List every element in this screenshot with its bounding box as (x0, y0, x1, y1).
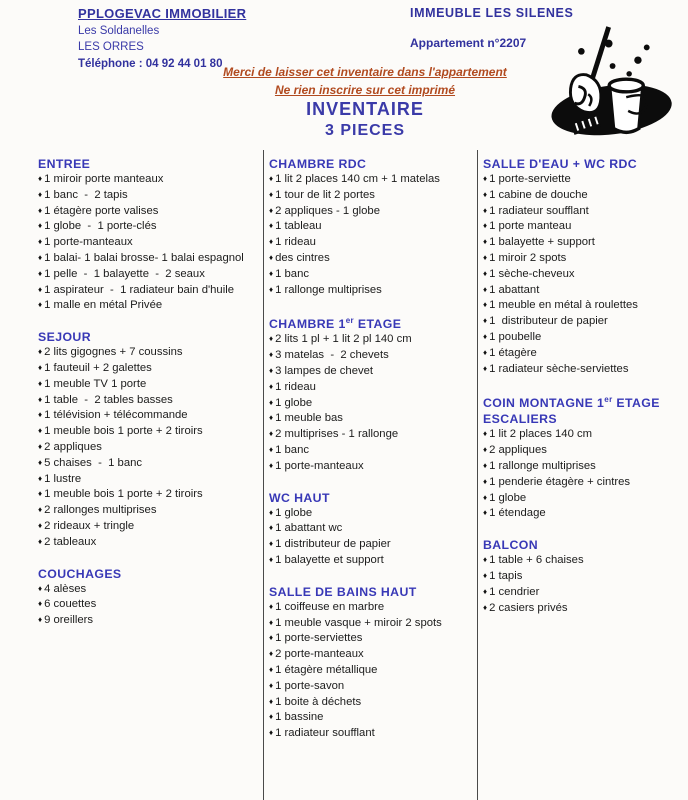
bullet-icon: ♦ (269, 523, 274, 533)
item-text: 9 oreillers (44, 614, 94, 627)
inventory-item (483, 427, 688, 443)
bullet-icon: ♦ (483, 429, 488, 439)
item-text: 1 globe (275, 506, 313, 519)
document-title-block (130, 98, 600, 142)
item-text: 1 balayette et support (275, 554, 384, 567)
item-text: 1 bassine (275, 711, 324, 724)
bullet-icon: ♦ (269, 507, 274, 517)
inventory-item (38, 487, 263, 503)
item-text: 1 boite à déchets (275, 695, 362, 708)
inventory-item (269, 710, 477, 726)
bullet-icon: ♦ (38, 583, 43, 593)
bullet-icon: ♦ (269, 460, 274, 470)
section-title: SALLE DE BAINS HAUT (269, 584, 417, 599)
section-title: COUCHAGES (38, 566, 122, 581)
item-text: 1 distributeur de papier (275, 538, 391, 551)
bullet-icon: ♦ (269, 334, 274, 344)
inventory-section (483, 392, 688, 522)
item-text: 2 multiprises - 1 rallonge (275, 428, 399, 441)
item-text: 1 fauteuil + 2 galettes (44, 361, 152, 374)
bullet-icon: ♦ (269, 252, 274, 262)
inventory-item (38, 298, 263, 314)
item-text: 1 étagère porte valises (44, 204, 159, 217)
bullet-icon: ♦ (483, 237, 488, 247)
inventory-item (38, 472, 263, 488)
inventory-item (269, 219, 477, 235)
bullet-icon: ♦ (483, 189, 488, 199)
item-text: 1 étagère métallique (275, 664, 378, 677)
item-text: 1 meuble bois 1 porte + 2 tiroirs (44, 488, 203, 501)
section-title: ESCALIERS (483, 412, 557, 427)
item-text: 1 lustre (44, 472, 82, 485)
item-text: 1 banc (275, 267, 310, 280)
inventory-item (483, 459, 688, 475)
item-text: 1 globe (489, 491, 527, 504)
bullet-icon: ♦ (483, 284, 488, 294)
bullet-icon: ♦ (483, 508, 488, 518)
section-title: SEJOUR (38, 330, 91, 345)
item-text: des cintres (275, 251, 330, 264)
item-text: 1 miroir porte manteaux (44, 173, 164, 185)
bullet-icon: ♦ (38, 252, 43, 262)
bullet-icon: ♦ (483, 476, 488, 486)
item-text: 1 porte-serviette (489, 173, 571, 185)
inventory-item (38, 172, 263, 188)
bullet-icon: ♦ (269, 429, 274, 439)
bullet-icon: ♦ (38, 378, 43, 388)
item-text: 2 rallonges multiprises (44, 504, 157, 517)
inventory-item (269, 283, 477, 299)
item-text: 1 rallonge multiprises (275, 283, 382, 296)
page-subtitle: 3 PIECES (324, 122, 406, 139)
item-text: 2 appliques (489, 444, 547, 457)
inventory-item (483, 475, 688, 491)
inventory-section (269, 490, 477, 569)
bullet-icon: ♦ (38, 599, 43, 609)
bullet-icon: ♦ (38, 441, 43, 451)
inventory-item (38, 345, 263, 361)
item-text: 2 tableaux (44, 535, 97, 548)
bullet-icon: ♦ (38, 347, 43, 357)
bullet-icon: ♦ (483, 445, 488, 455)
agency-letterhead (78, 6, 246, 72)
bullet-icon: ♦ (269, 413, 274, 423)
inventory-item (38, 408, 263, 424)
item-text: 1 lit 2 places 140 cm (489, 428, 593, 441)
apartment-number: Appartement n°2207 (410, 36, 527, 50)
bullet-icon: ♦ (38, 205, 43, 215)
item-text: 1 lit 2 places 140 cm + 1 matelas (275, 173, 440, 185)
section-title: WC HAUT (269, 490, 330, 505)
bullet-icon: ♦ (269, 539, 274, 549)
bullet-icon: ♦ (269, 221, 274, 231)
inventory-item (38, 251, 263, 267)
item-text: 1 abattant (489, 283, 540, 296)
inventory-section (483, 156, 688, 377)
inventory-item (269, 267, 477, 283)
item-text: 1 banc (275, 444, 310, 457)
inventory-column-2 (263, 150, 477, 800)
item-text: 3 matelas - 2 chevets (275, 349, 389, 362)
inventory-section (38, 156, 263, 314)
item-text: 1 porte-manteaux (275, 459, 364, 472)
bullet-icon: ♦ (269, 205, 274, 215)
agency-address-line1: Les Soldanelles (78, 24, 160, 37)
inventory-item (483, 283, 688, 299)
bullet-icon: ♦ (38, 536, 43, 546)
inventory-item (269, 600, 477, 616)
inventory-item (483, 314, 688, 330)
inventory-item (269, 204, 477, 220)
inventory-item (269, 537, 477, 553)
bullet-icon: ♦ (269, 665, 274, 675)
bullet-icon: ♦ (483, 347, 488, 357)
bullet-icon: ♦ (269, 284, 274, 294)
inventory-item (38, 503, 263, 519)
bullet-icon: ♦ (269, 381, 274, 391)
agency-address-line2: LES ORRES (78, 41, 144, 53)
item-text: 1 étagère (489, 346, 537, 359)
inventory-item (483, 267, 688, 283)
bullet-icon: ♦ (269, 617, 274, 627)
section-title: COIN MONTAGNE 1er ETAGE (483, 395, 660, 411)
inventory-column-3 (477, 150, 688, 800)
bullet-icon: ♦ (483, 602, 488, 612)
item-text: 3 lampes de chevet (275, 365, 374, 378)
inventory-item (269, 616, 477, 632)
item-text: 1 table + 6 chaises (489, 554, 584, 567)
bullet-icon: ♦ (269, 366, 274, 376)
item-text: 2 rideaux + tringle (44, 519, 135, 532)
bullet-icon: ♦ (483, 316, 488, 326)
item-text: 2 lits 1 pl + 1 lit 2 pl 140 cm (275, 333, 412, 346)
bullet-icon: ♦ (269, 649, 274, 659)
inventory-item (38, 440, 263, 456)
inventory-section (269, 156, 477, 298)
bullet-icon: ♦ (38, 174, 43, 183)
inventory-item (483, 362, 688, 378)
item-text: 1 malle en métal Privée (44, 299, 163, 312)
inventory-section (38, 566, 263, 629)
inventory-item (38, 393, 263, 409)
item-text: 1 balayette + support (489, 236, 595, 249)
bullet-icon: ♦ (269, 728, 274, 738)
bullet-icon: ♦ (269, 350, 274, 360)
item-text: 1 porte-savon (275, 679, 345, 692)
item-text: 1 poubelle (489, 330, 542, 343)
inventory-item (38, 188, 263, 204)
bullet-icon: ♦ (38, 394, 43, 404)
bullet-icon: ♦ (269, 174, 274, 183)
inventory-item (483, 585, 688, 601)
bullet-icon: ♦ (38, 268, 43, 278)
item-text: 1 tableau (275, 220, 322, 233)
item-text: 1 radiateur soufflant (489, 204, 589, 217)
inventory-item (269, 396, 477, 412)
inventory-item (269, 506, 477, 522)
inventory-item (483, 172, 688, 188)
inventory-item (269, 172, 477, 188)
item-text: 2 appliques - 1 globe (275, 204, 380, 217)
bullet-icon: ♦ (269, 696, 274, 706)
bullet-icon: ♦ (38, 284, 43, 294)
inventory-item (483, 506, 688, 522)
page-title: INVENTAIRE (306, 99, 424, 119)
item-text: 5 chaises - 1 banc (44, 456, 143, 469)
inventory-item (269, 364, 477, 380)
bullet-icon: ♦ (38, 473, 43, 483)
inventory-section (38, 329, 263, 550)
inventory-item (483, 443, 688, 459)
inventory-item (269, 332, 477, 348)
inventory-section (483, 537, 688, 616)
inventory-item (483, 298, 688, 314)
item-text: 1 cabine de douche (489, 188, 588, 201)
inventory-item (483, 235, 688, 251)
bullet-icon: ♦ (269, 680, 274, 690)
bullet-icon: ♦ (38, 189, 43, 199)
inventory-section (269, 584, 477, 742)
section-title: BALCON (483, 538, 538, 553)
item-text: 1 porte manteau (489, 220, 572, 233)
item-text: 1 meuble bois 1 porte + 2 tiroirs (44, 425, 203, 438)
item-text: 1 penderie étagère + cintres (489, 475, 631, 488)
notice-line-1: Merci de laisser cet inventaire dans l'appartement (223, 65, 507, 79)
bullet-icon: ♦ (483, 331, 488, 341)
item-text: 1 rideau (275, 380, 316, 393)
inventory-item (483, 204, 688, 220)
bullet-icon: ♦ (483, 571, 488, 581)
item-text: 1 meuble en métal à roulettes (489, 299, 638, 312)
bullet-icon: ♦ (269, 633, 274, 643)
bullet-icon: ♦ (483, 205, 488, 215)
agency-name: PPLOGEVAC IMMOBILIER (78, 6, 247, 21)
item-text: 2 appliques (44, 440, 102, 453)
inventory-section (269, 313, 477, 474)
bullet-icon: ♦ (483, 363, 488, 373)
inventory-item (269, 251, 477, 267)
bullet-icon: ♦ (38, 300, 43, 310)
item-text: 2 lits gigognes + 7 coussins (44, 346, 183, 359)
inventory-item (38, 219, 263, 235)
inventory-item (483, 491, 688, 507)
item-text: 1 radiateur sèche-serviettes (489, 362, 629, 375)
item-text: 1 meuble TV 1 porte (44, 377, 147, 390)
item-text: 2 casiers privés (489, 601, 568, 614)
item-text: 1 table - 2 tables basses (44, 393, 173, 406)
bullet-icon: ♦ (269, 445, 274, 455)
inventory-item (483, 601, 688, 617)
bullet-icon: ♦ (483, 174, 488, 183)
bullet-icon: ♦ (483, 252, 488, 262)
item-text: 1 rallonge multiprises (489, 460, 596, 473)
item-text: 1 pelle - 1 balayette - 2 seaux (44, 267, 205, 280)
agency-phone: Téléphone : 04 92 44 01 80 (78, 57, 223, 70)
inventory-item (483, 569, 688, 585)
item-text: 1 globe (275, 396, 313, 409)
bullet-icon: ♦ (38, 505, 43, 515)
bullet-icon: ♦ (38, 237, 43, 247)
inventory-item (269, 443, 477, 459)
item-text: 2 porte-manteaux (275, 648, 364, 661)
item-text: 1 banc - 2 tapis (44, 188, 128, 201)
bullet-icon: ♦ (38, 457, 43, 467)
section-title: SALLE D'EAU + WC RDC (483, 157, 638, 171)
bullet-icon: ♦ (483, 268, 488, 278)
notice-block (130, 64, 600, 99)
item-text: 1 balai- 1 balai brosse- 1 balai espagnol (44, 251, 244, 264)
bullet-icon: ♦ (38, 520, 43, 530)
building-name: IMMEUBLE LES SILENES (410, 6, 574, 20)
item-text: 1 globe - 1 porte-clés (44, 220, 157, 233)
item-text: 1 rideau (275, 236, 316, 249)
bullet-icon: ♦ (38, 489, 43, 499)
section-title: CHAMBRE RDC (269, 157, 367, 171)
inventory-column-1 (38, 150, 263, 800)
bullet-icon: ♦ (269, 601, 274, 611)
item-text: 1 meuble bas (275, 412, 343, 425)
inventory-item (38, 361, 263, 377)
bullet-icon: ♦ (38, 410, 43, 420)
item-text: 1 coiffeuse en marbre (275, 600, 385, 613)
item-text: 1 tour de lit 2 portes (275, 188, 375, 201)
inventory-item (269, 235, 477, 251)
bullet-icon: ♦ (269, 712, 274, 722)
bullet-icon: ♦ (483, 555, 488, 565)
bullet-icon: ♦ (483, 300, 488, 310)
inventory-item (269, 726, 477, 742)
bullet-icon: ♦ (38, 362, 43, 372)
inventory-item (269, 348, 477, 364)
inventory-item (38, 204, 263, 220)
item-text: 1 porte-manteaux (44, 236, 133, 249)
item-text: 1 aspirateur - 1 radiateur bain d'huile (44, 283, 235, 296)
item-text: 4 alèses (44, 582, 87, 595)
item-text: 1 miroir 2 spots (489, 251, 567, 264)
inventory-item (269, 695, 477, 711)
inventory-item (38, 283, 263, 299)
bullet-icon: ♦ (269, 237, 274, 247)
inventory-item (269, 380, 477, 396)
inventory-item (483, 330, 688, 346)
inventory-item (483, 346, 688, 362)
bullet-icon: ♦ (269, 268, 274, 278)
item-text: 1 télévision + télécommande (44, 409, 188, 422)
bullet-icon: ♦ (269, 189, 274, 199)
bullet-icon: ♦ (483, 221, 488, 231)
item-text: 1 cendrier (489, 585, 540, 598)
bullet-icon: ♦ (269, 555, 274, 565)
inventory-columns (38, 150, 688, 800)
inventory-item (38, 267, 263, 283)
inventory-item (483, 188, 688, 204)
bullet-icon: ♦ (38, 221, 43, 231)
inventory-item (38, 424, 263, 440)
inventory-item (269, 553, 477, 569)
item-text: 1 porte-serviettes (275, 632, 363, 645)
inventory-item (38, 582, 263, 598)
bullet-icon: ♦ (483, 492, 488, 502)
inventory-item (38, 535, 263, 551)
bullet-icon: ♦ (38, 615, 43, 625)
item-text: 1 sèche-cheveux (489, 267, 575, 280)
item-text: 1 tapis (489, 570, 523, 583)
inventory-item (269, 679, 477, 695)
inventory-item (38, 597, 263, 613)
item-text: 1 radiateur soufflant (275, 727, 375, 740)
inventory-item (269, 188, 477, 204)
notice-line-2: Ne rien inscrire sur cet imprimé (274, 82, 456, 97)
inventory-item (269, 427, 477, 443)
inventory-item (38, 377, 263, 393)
section-title: CHAMBRE 1er ETAGE (269, 316, 402, 332)
inventory-item (269, 521, 477, 537)
item-text: 6 couettes (44, 598, 97, 611)
inventory-item (269, 631, 477, 647)
item-text: 1 abattant wc (275, 522, 343, 535)
inventory-item (38, 235, 263, 251)
inventory-item (483, 251, 688, 267)
bullet-icon: ♦ (483, 586, 488, 596)
bullet-icon: ♦ (483, 461, 488, 471)
bullet-icon: ♦ (269, 397, 274, 407)
inventory-item (269, 663, 477, 679)
inventory-item (269, 459, 477, 475)
inventory-item (269, 411, 477, 427)
item-text: 1 distributeur de papier (489, 315, 608, 328)
section-title: ENTREE (38, 157, 91, 171)
item-text: 1 étendage (489, 507, 546, 520)
inventory-item (38, 613, 263, 629)
inventory-item (38, 519, 263, 535)
bullet-icon: ♦ (38, 426, 43, 436)
inventory-item (38, 456, 263, 472)
item-text: 1 meuble vasque + miroir 2 spots (275, 616, 442, 629)
inventory-item (483, 553, 688, 569)
inventory-item (269, 647, 477, 663)
inventory-item (483, 219, 688, 235)
